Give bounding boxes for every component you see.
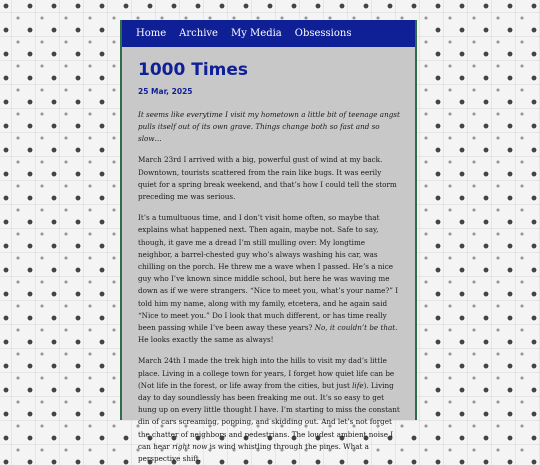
paragraph-2-text-a: It’s a tumultuous time, and I don’t visit home often, so maybe that explains what happened next. Then again, maybe not. Safe to say, though, it gave me a dread I’m still mulling over: My longtime neighbor, a barrel-chested guy who’s always washing his car, was chilling on the porch. He threw me a wave when I passed. He’s a nice guy who I’ve known since middle school, but here he was waving me down as if we were strangers. “Nice to meet you, what’s your name?” I told him my name, along with my family, etcetera, and he again said “Nice to meet you.” Do I look that much different, or has time really been passing while I’ve been away these years? (138, 213, 399, 332)
paragraph-3-emphasis-2: right now (172, 441, 208, 451)
blog-post (122, 61, 415, 465)
nav-home-link[interactable]: Home (136, 28, 167, 39)
paragraph-2-emphasis: No, it couldn’t be that. (314, 322, 398, 332)
post-date: 25 Mar, 2025 (138, 86, 193, 96)
paragraph-3-text-b: ). Living day to day soundlessly has been freaking me out. It’s so easy to get hung up on every little thought I have. I’m starting to miss the constant din of cars screaming, popping, and skidding out. And let’s not forget the chatter of neighbors and pedestrians. The loudest ambient noise I can hear (138, 380, 400, 451)
paragraph-3-text-a: March 24th I made the trek high into the hills to visit my dad’s little place. Living in a college town for years, I forget how quiet life can be (Not life in the forest, or life away from the cities, but just (138, 356, 395, 390)
nav-obsessions-link[interactable]: Obsessions (294, 28, 352, 39)
post-intro: It seems like everytime I visit my hometown a little bit of teenage angst pulls itself out of its own grave. Things change both so fast and so slow… (138, 109, 400, 144)
paragraph-3-text-c: is wind whistling through the pines. What a perspective shift. (138, 441, 369, 463)
nav-my-media-link[interactable]: My Media (230, 28, 282, 39)
nav-archive-link[interactable]: Archive (179, 28, 218, 39)
post-paragraph-1: March 23rd I arrived with a big, powerful gust of wind at my back. Downtown, tourists scattered from the rain like bugs. It was eerily quiet for a spring break weekend, and that’s how I could tell the storm preceding me was serious. (138, 155, 397, 201)
post-paragraph-2 (138, 212, 401, 346)
post-paragraph-3 (138, 355, 401, 465)
blog-container (120, 20, 417, 463)
paragraph-2-text-b: He looks exactly the same as always! (138, 335, 274, 345)
post-title: 1000 Times (138, 60, 249, 80)
paragraph-3-emphasis-1: life (352, 380, 364, 390)
nav-bar (122, 20, 415, 47)
